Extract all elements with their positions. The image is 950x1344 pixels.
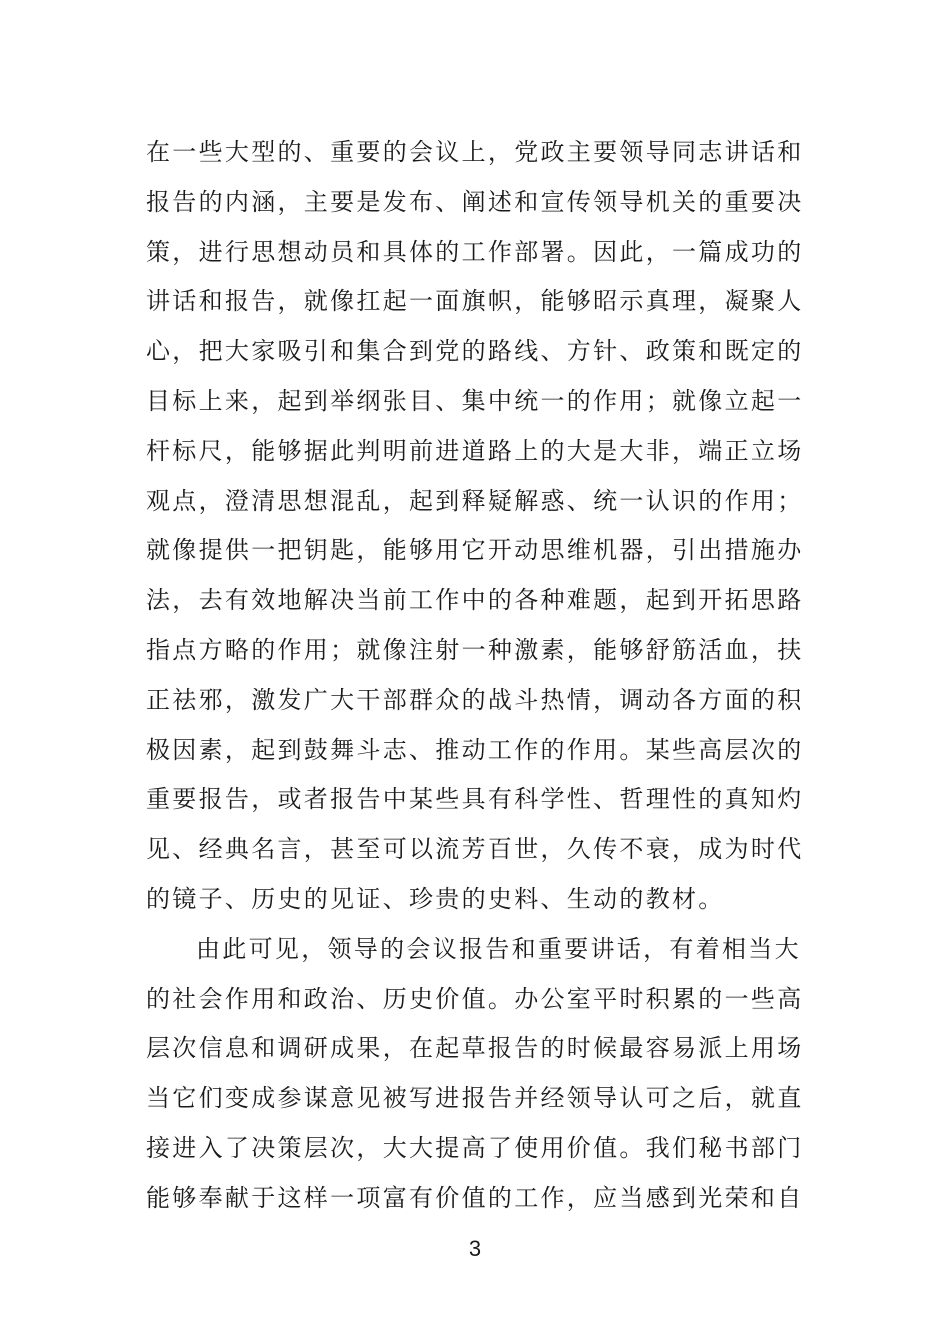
text-line: 心，把大家吸引和集合到党的路线、方针、政策和既定的 <box>146 337 804 366</box>
text-line: 就像提供一把钥匙，能够用它开动思维机器，引出措施办 <box>146 536 804 565</box>
text-line: 见、经典名言，甚至可以流芳百世，久传不衰，成为时代 <box>146 835 804 864</box>
text-line: 重要报告，或者报告中某些具有科学性、哲理性的真知灼 <box>146 785 804 814</box>
page-number: 3 <box>468 1236 482 1261</box>
text-line: 指点方略的作用；就像注射一种激素，能够舒筋活血，扶 <box>146 635 804 664</box>
text-line: 目标上来，起到举纲张目、集中统一的作用；就像立起一 <box>146 386 804 415</box>
text-line: 层次信息和调研成果，在起草报告的时候最容易派上用场 <box>146 1034 804 1063</box>
text-line: 讲话和报告，就像扛起一面旗帜，能够昭示真理，凝聚人 <box>146 287 804 316</box>
body-text <box>146 128 826 1224</box>
text-line: 接进入了决策层次，大大提高了使用价值。我们秘书部门 <box>146 1133 804 1162</box>
text-line: 报告的内涵，主要是发布、阐述和宣传领导机关的重要决 <box>146 187 804 216</box>
text-line: 在一些大型的、重要的会议上，党政主要领导同志讲话和 <box>146 138 804 166</box>
text-line: 当它们变成参谋意见被写进报告并经领导认可之后，就直 <box>146 1084 804 1113</box>
text-line: 杆标尺，能够据此判明前进道路上的大是大非，端正立场 <box>146 436 804 465</box>
text-line: 观点，澄清思想混乱，起到释疑解惑、统一认识的作用； <box>146 486 804 515</box>
text-line: 由此可见，领导的会议报告和重要讲话，有着相当大 <box>196 934 801 963</box>
text-line: 的镜子、历史的见证、珍贵的史料、生动的教材。 <box>146 884 725 913</box>
text-line: 策，进行思想动员和具体的工作部署。因此，一篇成功的 <box>146 237 804 266</box>
text-line: 法，去有效地解决当前工作中的各种难题，起到开拓思路 <box>146 586 804 615</box>
text-line: 能够奉献于这样一项富有价值的工作，应当感到光荣和自 <box>146 1183 804 1212</box>
text-line: 正祛邪，激发广大干部群众的战斗热情，调动各方面的积 <box>146 685 804 714</box>
text-line: 的社会作用和政治、历史价值。办公室平时积累的一些高 <box>146 984 804 1013</box>
text-line: 极因素，起到鼓舞斗志、推动工作的作用。某些高层次的 <box>146 735 804 764</box>
